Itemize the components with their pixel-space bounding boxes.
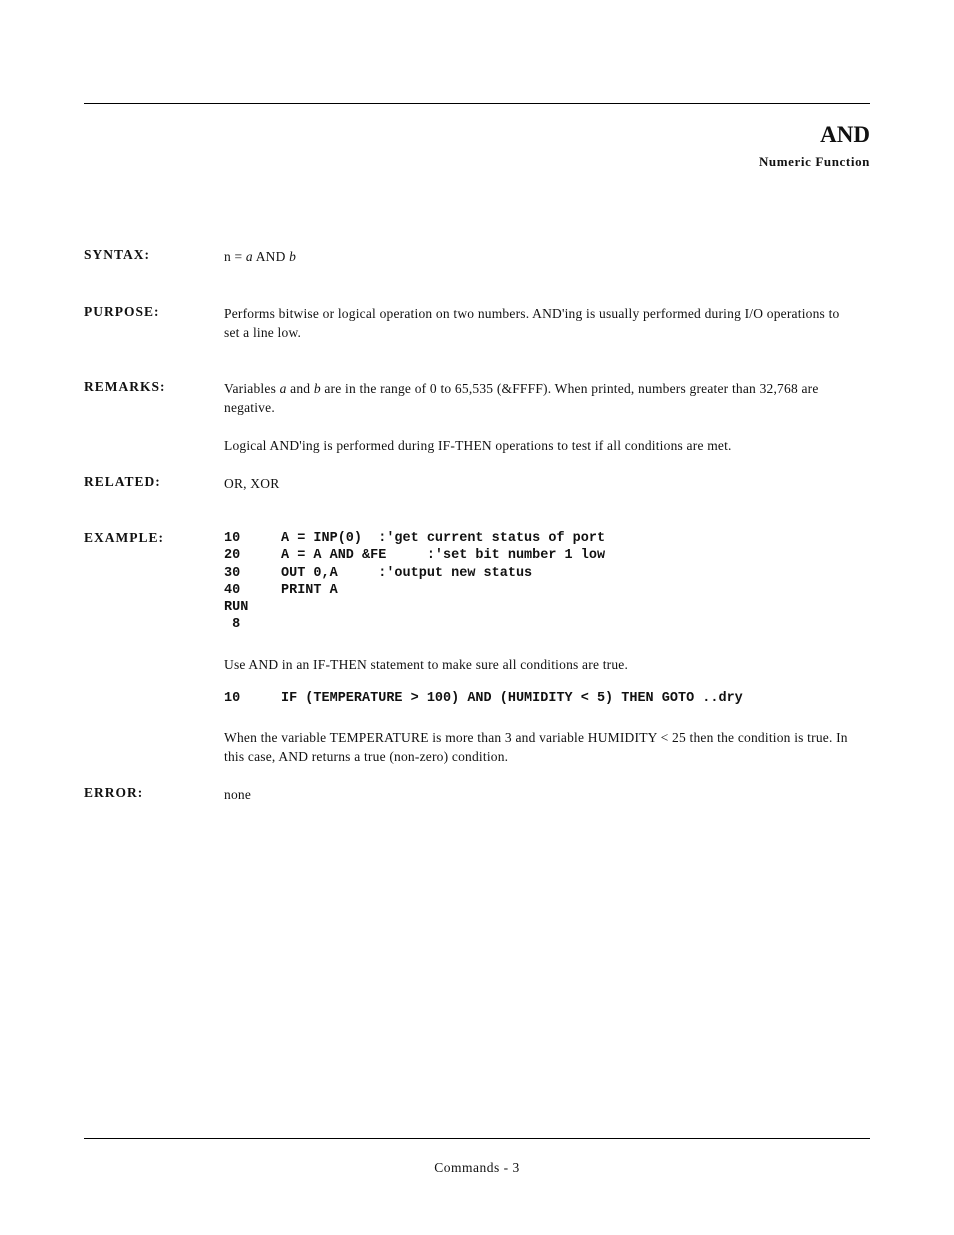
remarks-content bbox=[224, 379, 854, 455]
code-comment: :'get current status of port bbox=[378, 531, 606, 546]
code-statement: A = A AND &FE bbox=[281, 548, 427, 564]
remarks-var-a: a bbox=[279, 381, 287, 396]
error-content: none bbox=[224, 787, 252, 802]
related-label: RELATED: bbox=[84, 474, 161, 489]
code-line-number: 10 bbox=[224, 531, 241, 546]
code-line-number: 10 bbox=[224, 691, 241, 706]
code-statement: IF (TEMPERATURE > 100) AND (HUMIDITY < 5) THEN GOTO ..dry bbox=[281, 691, 743, 706]
code-run bbox=[224, 599, 605, 616]
remarks-paragraph-2: Logical AND'ing is performed during IF-THEN operations to test if all conditions are met. bbox=[224, 438, 732, 453]
purpose-label: PURPOSE: bbox=[84, 304, 160, 319]
code-run-command: RUN bbox=[224, 600, 249, 616]
syntax-prefix: n = bbox=[224, 249, 246, 264]
page-subtitle: Numeric Function bbox=[758, 154, 870, 169]
code-comment: :'set bit number 1 low bbox=[426, 548, 606, 564]
code-statement: OUT 0,A bbox=[281, 565, 379, 581]
purpose-text: Performs bitwise or logical operation on two numbers. AND'ing is usually performed during I/O operations to set a line low. bbox=[224, 306, 840, 340]
related-content: OR, XOR bbox=[224, 476, 280, 491]
code-statement: A = INP(0) bbox=[281, 531, 379, 546]
code-comment: :'output new status bbox=[378, 565, 533, 581]
syntax-var-a: a bbox=[245, 249, 253, 264]
syntax-var-b: b bbox=[289, 249, 297, 264]
example-label: EXAMPLE: bbox=[84, 530, 164, 545]
code-line bbox=[224, 547, 605, 564]
remarks-paragraph-1 bbox=[224, 379, 854, 417]
syntax-op: AND bbox=[252, 249, 290, 264]
code-line-number: 40 bbox=[224, 582, 241, 598]
remarks-var-b: b bbox=[313, 381, 321, 396]
code-line bbox=[224, 530, 605, 547]
code-line-number: 30 bbox=[224, 565, 241, 581]
header-rule bbox=[84, 103, 870, 104]
example-note-1: Use AND in an IF-THEN statement to make sure all conditions are true. bbox=[224, 657, 629, 672]
remarks-text-1a: Variables bbox=[224, 381, 280, 396]
footer-rule bbox=[84, 1138, 870, 1139]
code-line bbox=[224, 690, 743, 707]
example-code-block bbox=[224, 530, 605, 634]
syntax-label: SYNTAX: bbox=[84, 247, 151, 262]
code-line-number: 20 bbox=[224, 548, 241, 564]
purpose-content bbox=[224, 304, 854, 342]
code-statement: PRINT A bbox=[281, 582, 338, 598]
example-note-2: When the variable TEMPERATURE is more than 3 and variable HUMIDITY < 25 then the condition is true. In this case, AND returns a true (non-zero) condition. bbox=[224, 730, 848, 764]
example-code-block-2 bbox=[224, 690, 743, 707]
page-footer: Commands - 3 bbox=[434, 1160, 520, 1175]
syntax-content bbox=[224, 247, 854, 266]
remarks-label: REMARKS: bbox=[84, 379, 166, 394]
remarks-text-1c: are in the range of 0 to 65,535 (&FFFF). When printed, numbers greater than 32,768 are negative. bbox=[224, 381, 819, 415]
code-output-value: 8 bbox=[224, 617, 241, 633]
code-line bbox=[224, 565, 605, 582]
code-line bbox=[224, 582, 605, 599]
code-output bbox=[224, 616, 605, 633]
error-label: ERROR: bbox=[84, 785, 144, 800]
remarks-text-1b: and bbox=[286, 381, 314, 396]
page-title: AND bbox=[820, 122, 870, 147]
